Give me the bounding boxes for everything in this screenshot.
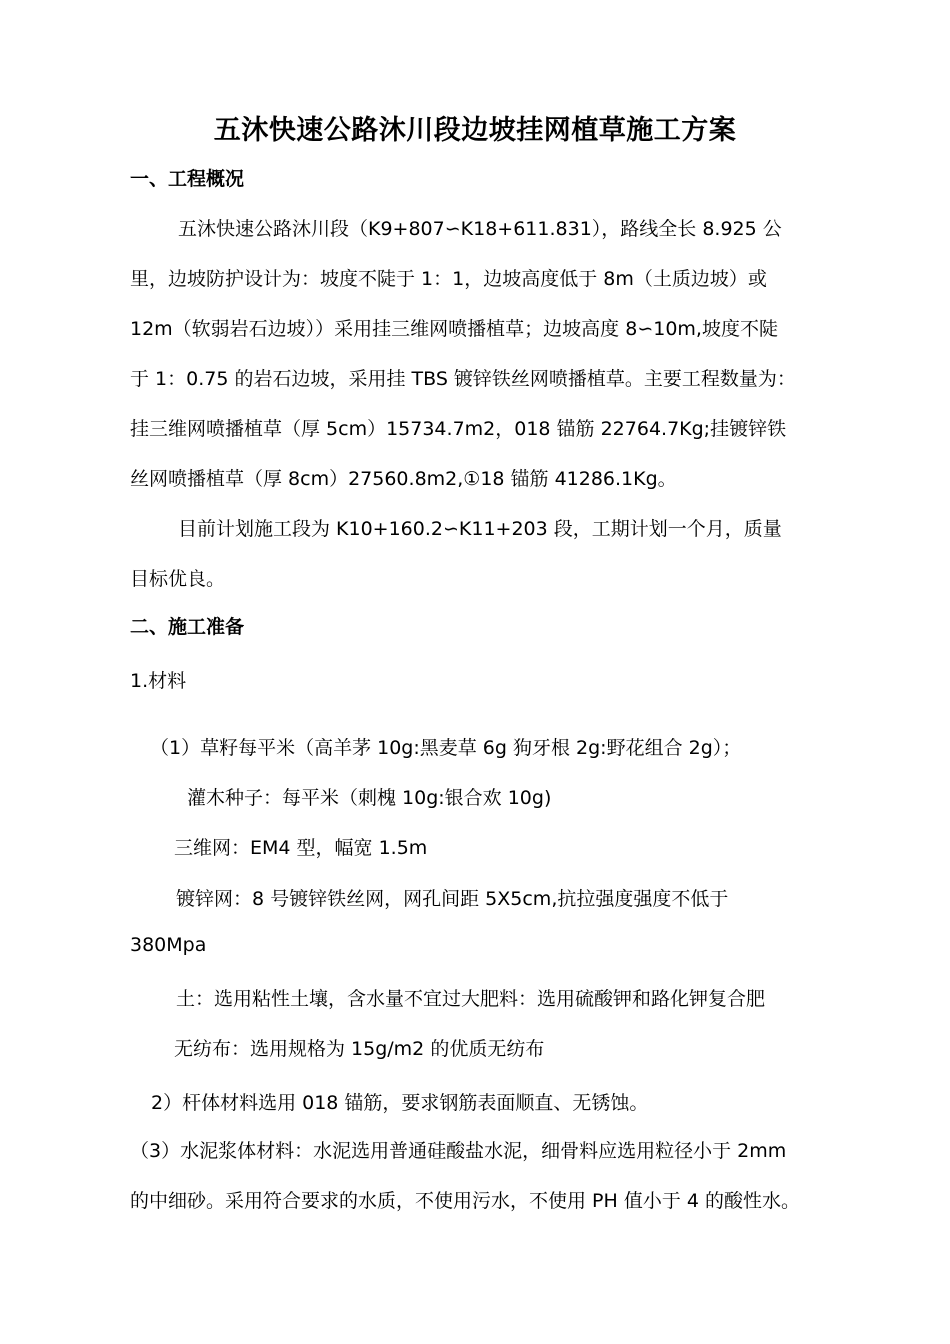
material-item: 镀锌网：8 号镀锌铁丝网，网孔间距 5X5cm,抗拉强度强度不低于 bbox=[176, 888, 729, 910]
paragraph-line: 12m（软弱岩石边坡））采用挂三维网喷播植草；边坡高度 8∽10m,坡度不陡 bbox=[130, 318, 778, 340]
paragraph-line: 里，边坡防护设计为：坡度不陡于 1：1，边坡高度低于 8m（土质边坡）或 bbox=[130, 268, 767, 290]
section-heading-overview: 一、工程概况 bbox=[130, 168, 245, 190]
document-title: 五沐快速公路沐川段边坡挂网植草施工方案 bbox=[213, 115, 737, 146]
paragraph-line: 丝网喷播植草（厚 8cm）27560.8m2,①18 锚筋 41286.1Kg。 bbox=[130, 468, 677, 490]
paragraph-line: 目标优良。 bbox=[130, 568, 226, 590]
material-item: 无纺布：选用规格为 15g/m2 的优质无纺布 bbox=[174, 1038, 545, 1060]
paragraph-line: 挂三维网喷播植草（厚 5cm）15734.7m2，018 锚筋 22764.7Kg;挂镀锌铁 bbox=[130, 418, 787, 440]
material-item: 的中细砂。采用符合要求的水质，不使用污水，不使用 PH 值小于 4 的酸性水。 bbox=[130, 1190, 800, 1212]
material-item: （3）水泥浆体材料：水泥选用普通硅酸盐水泥，细骨料应选用粒径小于 2mm bbox=[130, 1140, 787, 1162]
paragraph-line: 五沐快速公路沐川段（K9+807∽K18+611.831），路线全长 8.925 公 bbox=[178, 218, 782, 240]
subsection-heading-materials: 1.材料 bbox=[130, 670, 187, 692]
material-item: 土：选用粘性土壤，含水量不宜过大肥料：选用硫酸钾和路化钾复合肥 bbox=[176, 988, 766, 1010]
paragraph-line: 于 1：0.75 的岩石边坡，采用挂 TBS 镀锌铁丝网喷播植草。主要工程数量为： bbox=[130, 368, 796, 390]
material-item: 灌木种子：每平米（刺槐 10g:银合欢 10g) bbox=[187, 787, 552, 809]
material-item: 380Mpa bbox=[130, 934, 207, 956]
material-item: （1）草籽每平米（高羊茅 10g:黑麦草 6g 狗牙根 2g:野花组合 2g）； bbox=[150, 737, 742, 759]
section-heading-preparation: 二、施工准备 bbox=[130, 616, 245, 638]
material-item: 2）杆体材料选用 018 锚筋，要求钢筋表面顺直、无锈蚀。 bbox=[151, 1092, 649, 1114]
material-item: 三维网：EM4 型，幅宽 1.5m bbox=[174, 837, 428, 859]
paragraph-line: 目前计划施工段为 K10+160.2∽K11+203 段，工期计划一个月，质量 bbox=[178, 518, 782, 540]
